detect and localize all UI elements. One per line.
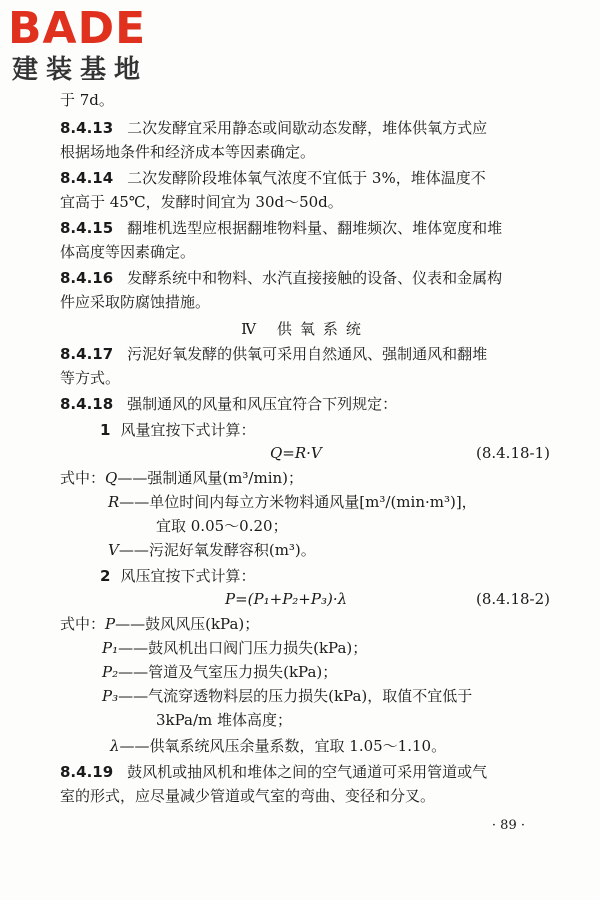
where-line: 式中：P——鼓风风压(kPa)； [60,615,260,633]
clause-number: 8.4.13 [60,119,114,137]
clause-number: 8.4.17 [60,345,114,363]
item-number: 1 [100,421,111,439]
clause-number: 8.4.16 [60,269,114,287]
section-heading: Ⅳ 供氧系统 [241,320,369,338]
text-line: 于 7d。 [60,91,114,109]
clause-8-4-17 [60,344,487,364]
clause-text: 强制通风的风量和风压宜符合下列规定： [127,395,398,413]
item-number: 2 [100,567,111,585]
formula: Q=R·V [270,444,322,462]
clause-8-4-14 [60,168,486,188]
clause-text: 鼓风机或抽风机和堆体之间的空气通道可采用管道或气 [127,763,488,781]
text-line: 3kPa/m 堆体高度； [156,711,293,729]
clause-8-4-13 [60,118,487,138]
list-item: 2 风压宜按下式计算： [100,567,256,585]
where-line: P₂——管道及气室压力损失(kPa)； [102,663,338,681]
logo-subtitle: 建装基地 [12,55,149,85]
logo-wordmark: BADE [8,3,147,54]
clause-8-4-15 [60,218,502,238]
list-item: 1 风量宜按下式计算： [100,421,256,439]
where-line: P₃——气流穿透物料层的压力损失(kPa)，取值不宜低于 [102,687,473,705]
where-line: P₁——鼓风机出口阀门压力损失(kPa)； [102,639,368,657]
equation-number: (8.4.18-2) [475,590,550,608]
text-line: 宜取 0.05～0.20； [156,517,288,535]
clause-8-4-16 [60,268,502,288]
clause-text: 发酵系统中和物料、水汽直接接触的设备、仪表和金属构 [127,269,503,287]
clause-text: 二次发酵阶段堆体氧气浓度不宜低于 3%，堆体温度不 [127,169,486,187]
text-line: 室的形式，应尽量减少管道或气室的弯曲、变径和分叉。 [60,787,436,805]
where-line: 式中：Q——强制通风量(m³/min)； [60,469,304,487]
where-line: R——单位时间内每立方米物料通风量[m³/(min·m³)]， [108,493,477,511]
where-line: V——污泥好氧发酵容积(m³)。 [108,541,316,559]
page-number: · 89 · [491,818,525,833]
equation-number: (8.4.18-1) [475,444,550,462]
clause-text: 二次发酵宜采用静态或间歇动态发酵，堆体供氧方式应 [127,119,488,137]
clause-number: 8.4.19 [60,763,114,781]
text-line: 宜高于 45℃，发酵时间宜为 30d～50d。 [60,193,343,211]
clause-8-4-19 [60,762,487,782]
text-line: 体高度等因素确定。 [60,243,196,261]
clause-8-4-18 [60,394,397,414]
clause-number: 8.4.14 [60,169,114,187]
clause-text: 翻堆机选型应根据翻堆物料量、翻堆频次、堆体宽度和堆 [127,219,503,237]
clause-number: 8.4.18 [60,395,114,413]
text-line: 根据场地条件和经济成本等因素确定。 [60,143,316,161]
text-line: 等方式。 [60,369,121,387]
formula: P=(P₁+P₂+P₃)·λ [225,590,348,608]
clause-text: 污泥好氧发酵的供氧可采用自然通风、强制通风和翻堆 [127,345,488,363]
clause-number: 8.4.15 [60,219,114,237]
logo [8,4,178,86]
where-line: λ——供氧系统风压余量系数，宜取 1.05～1.10。 [110,737,447,755]
text-line: 件应采取防腐蚀措施。 [60,293,211,311]
